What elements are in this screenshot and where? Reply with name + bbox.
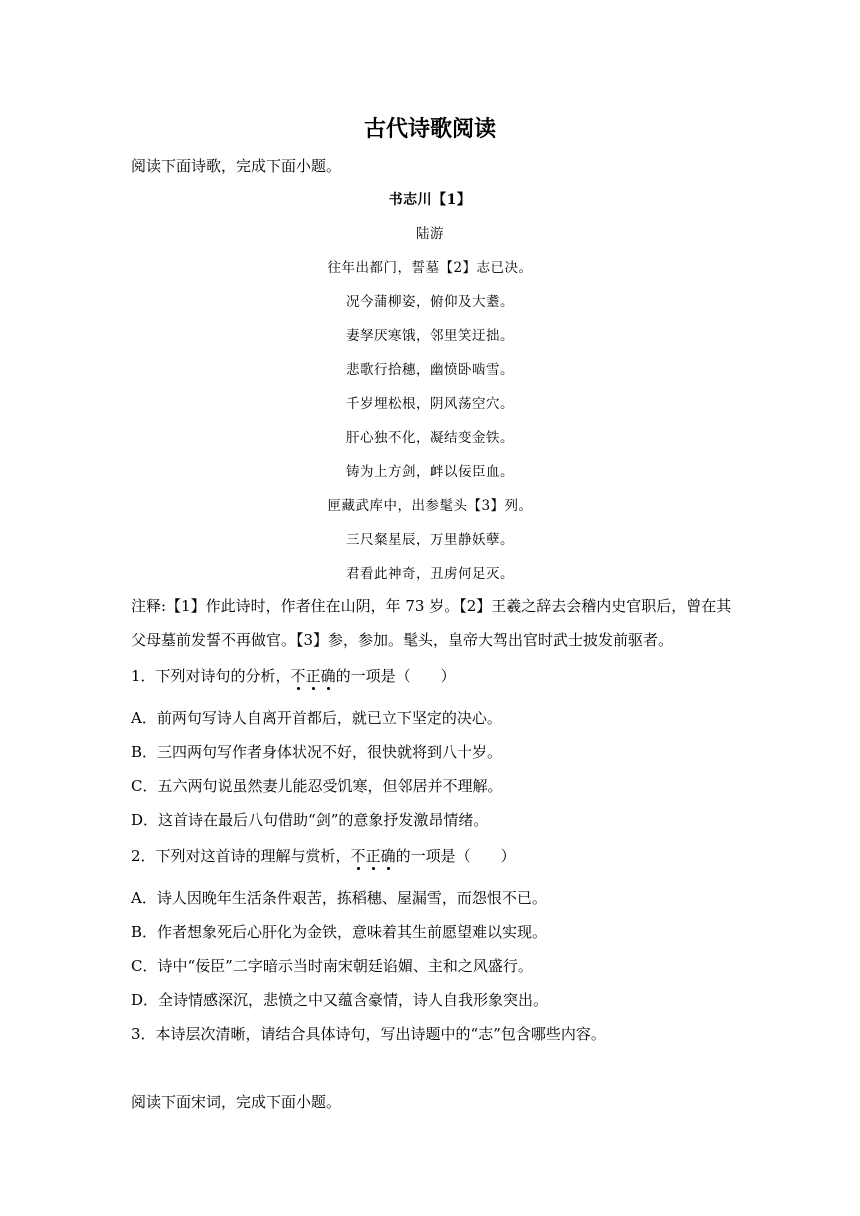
poem-line: 匣藏武库中，出参髦头【3】列。 (327, 498, 533, 514)
poem-line: 往年出都门，誓墓【2】志已决。 (327, 260, 533, 276)
poem-line: 三尺粲星辰，万里静妖孽。 (346, 532, 514, 548)
poem-line: 千岁埋松根，阴风荡空穴。 (346, 396, 514, 412)
emphasis-char: 正 (365, 847, 381, 865)
emphasis-char: 正 (305, 667, 321, 685)
poem-line: 君看此神奇，丑虏何足灭。 (346, 566, 514, 582)
intro-text: 阅读下面诗歌，完成下面小题。 (131, 157, 342, 175)
question-stem-end: 的一项是（ ） (335, 667, 456, 685)
notes-line: 父母墓前发誓不再做官。【3】参，参加。髦头，皇帝大驾出官时武士披发前驱者。 (131, 631, 674, 649)
emphasis-char: 不 (290, 667, 306, 685)
notes-line: 注释:【1】作此诗时，作者住在山阴，年 73 岁。【2】王羲之辞去会稽内史官职后，曾在其 (131, 597, 732, 615)
question-3: 3．本诗层次清晰，请结合具体诗句，写出诗题中的“志”包含哪些内容。 (131, 1025, 606, 1043)
poem-line: 铸为上方剑，衅以佞臣血。 (346, 464, 514, 480)
emphasis-char: 确 (320, 667, 336, 685)
option-a: A．诗人因晚年生活条件艰苦，拣稻穗、屋漏雪，而怨恨不已。 (131, 889, 547, 907)
question-stem: 1．下列对诗句的分析， (131, 667, 291, 685)
poem-line: 肝心独不化，凝结变金铁。 (346, 430, 514, 446)
question-stem-end: 的一项是（ ） (395, 847, 516, 865)
option-d: D．全诗情感深沉，悲愤之中又蕴含豪情，诗人自我形象突出。 (131, 991, 549, 1009)
poem-author: 陆游 (416, 226, 444, 242)
emphasis-char: 不 (350, 847, 366, 865)
question-1 (131, 666, 456, 686)
poem-line: 悲歌行拾穗，幽愤卧啮雪。 (346, 362, 514, 378)
option-c: C．五六两句说虽然妻儿能忍受饥寒，但邻居并不理解。 (131, 777, 503, 795)
question-stem: 2．下列对这首诗的理解与赏析， (131, 847, 351, 865)
poem-line: 况今蒲柳姿，俯仰及大耋。 (346, 294, 514, 310)
option-b: B．三四两句写作者身体状况不好，很快就将到八十岁。 (131, 743, 503, 761)
poem-line: 妻孥厌寒饿，邻里笑迂拙。 (346, 328, 514, 344)
option-a: A．前两句写诗人自离开首都后，就已立下坚定的决心。 (131, 709, 502, 727)
option-c: C．诗中“佞臣”二字暗示当时南宋朝廷谄媚、主和之风盛行。 (131, 957, 533, 975)
poem-title: 书志川【1】 (388, 192, 472, 208)
question-2 (131, 846, 516, 866)
option-b: B．作者想象死后心肝化为金铁，意味着其生前愿望难以实现。 (131, 923, 548, 941)
page-title: 古代诗歌阅读 (363, 117, 496, 142)
emphasis-char: 确 (380, 847, 396, 865)
next-section-intro: 阅读下面宋词，完成下面小题。 (131, 1093, 342, 1111)
option-d: D．这首诗在最后八句借助“剑”的意象抒发激昂情绪。 (131, 811, 489, 829)
